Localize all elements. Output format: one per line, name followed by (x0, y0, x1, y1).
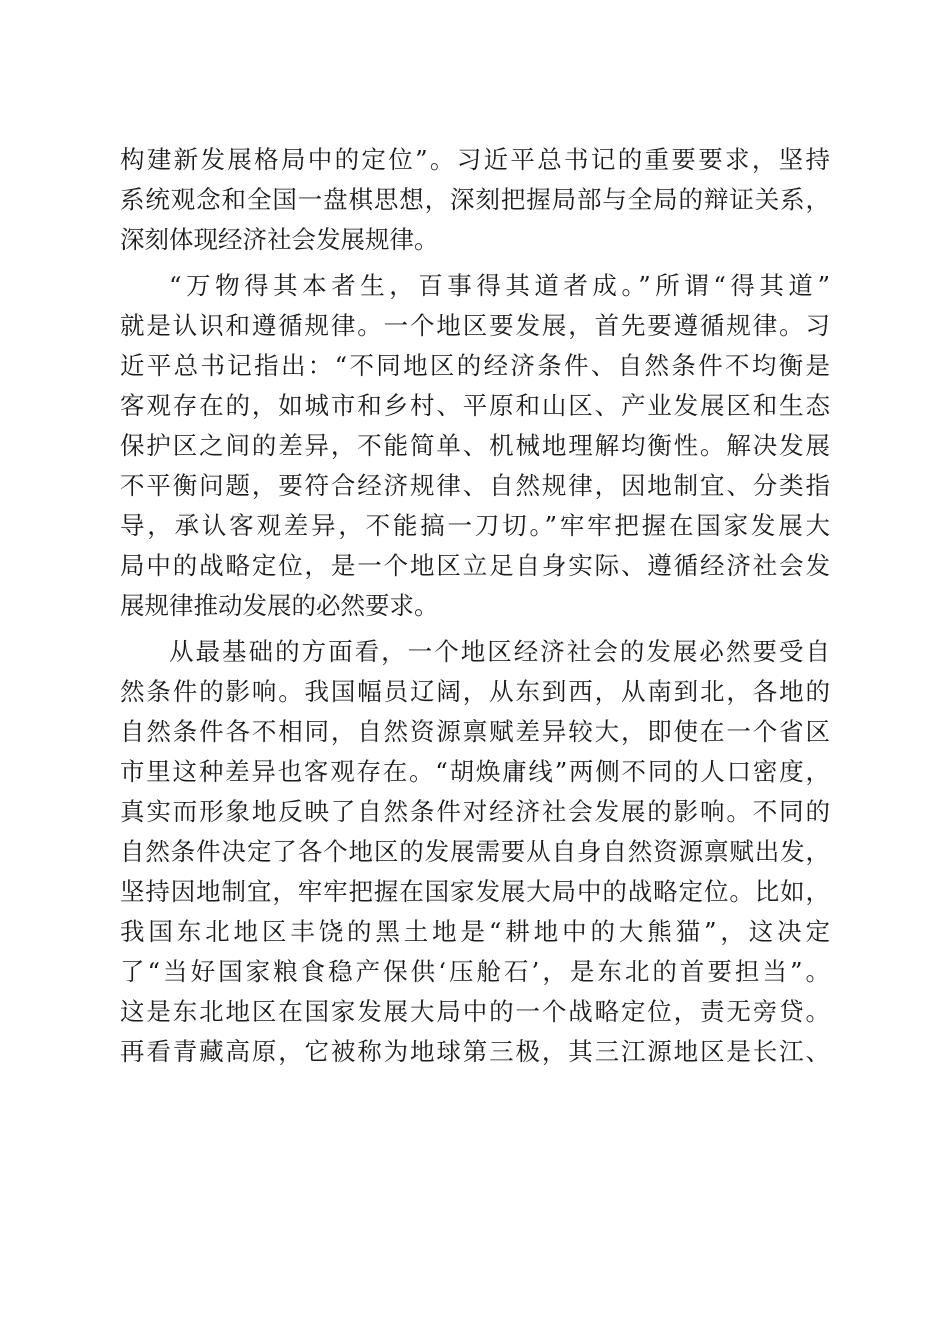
text-line: 局中的战略定位，是一个地区立足自身实际、遵循经济社会发 (120, 551, 830, 580)
text-line: 自然条件决定了各个地区的发展需要从自身自然资源禀赋出发， (120, 837, 830, 866)
text-line: 导，承认客观差异，不能搞一刀切。”牢牢把握在国家发展大 (120, 511, 830, 540)
text-line: 系统观念和全国一盘棋思想，深刻把握局部与全局的辩证关系， (120, 185, 830, 214)
text-line: 市里这种差异也客观存在。“胡焕庸线”两侧不同的人口密度， (120, 757, 830, 786)
text-line: 近平总书记指出：“不同地区的经济条件、自然条件不均衡是 (120, 351, 830, 380)
text-line: 客观存在的，如城市和乡村、平原和山区、产业发展区和生态 (120, 391, 830, 420)
text-line: 坚持因地制宜，牢牢把握在国家发展大局中的战略定位。比如， (120, 877, 830, 906)
text-line: 这是东北地区在国家发展大局中的一个战略定位，责无旁贷。 (120, 997, 830, 1026)
text-line: 深刻体现经济社会发展规律。 (120, 225, 439, 254)
text-line: 不平衡问题，要符合经济规律、自然规律，因地制宜、分类指 (120, 471, 830, 500)
text-line: 真实而形象地反映了自然条件对经济社会发展的影响。不同的 (120, 797, 830, 826)
text-line: 再看青藏高原，它被称为地球第三极，其三江源地区是长江、 (120, 1037, 830, 1066)
paragraph-first-line: “万物得其本者生，百事得其道者成。”所谓“得其道” (169, 271, 830, 300)
text-line: 我国东北地区丰饶的黑土地是“耕地中的大熊猫”，这决定 (120, 917, 830, 946)
text-line: 自然条件各不相同，自然资源禀赋差异较大，即使在一个省区 (120, 717, 830, 746)
text-line: 展规律推动发展的必然要求。 (120, 591, 439, 620)
text-line: 保护区之间的差异，不能简单、机械地理解均衡性。解决发展 (120, 431, 830, 460)
text-line: 然条件的影响。我国幅员辽阔，从东到西，从南到北，各地的 (120, 677, 830, 706)
text-line: 就是认识和遵循规律。一个地区要发展，首先要遵循规律。习 (120, 311, 830, 340)
text-line: 构建新发展格局中的定位”。习近平总书记的重要要求，坚持 (120, 145, 830, 174)
text-line: 了“当好国家粮食稳产保供‘压舱石’，是东北的首要担当”。 (120, 957, 830, 986)
paragraph-first-line: 从最基础的方面看，一个地区经济社会的发展必然要受自 (169, 637, 830, 666)
